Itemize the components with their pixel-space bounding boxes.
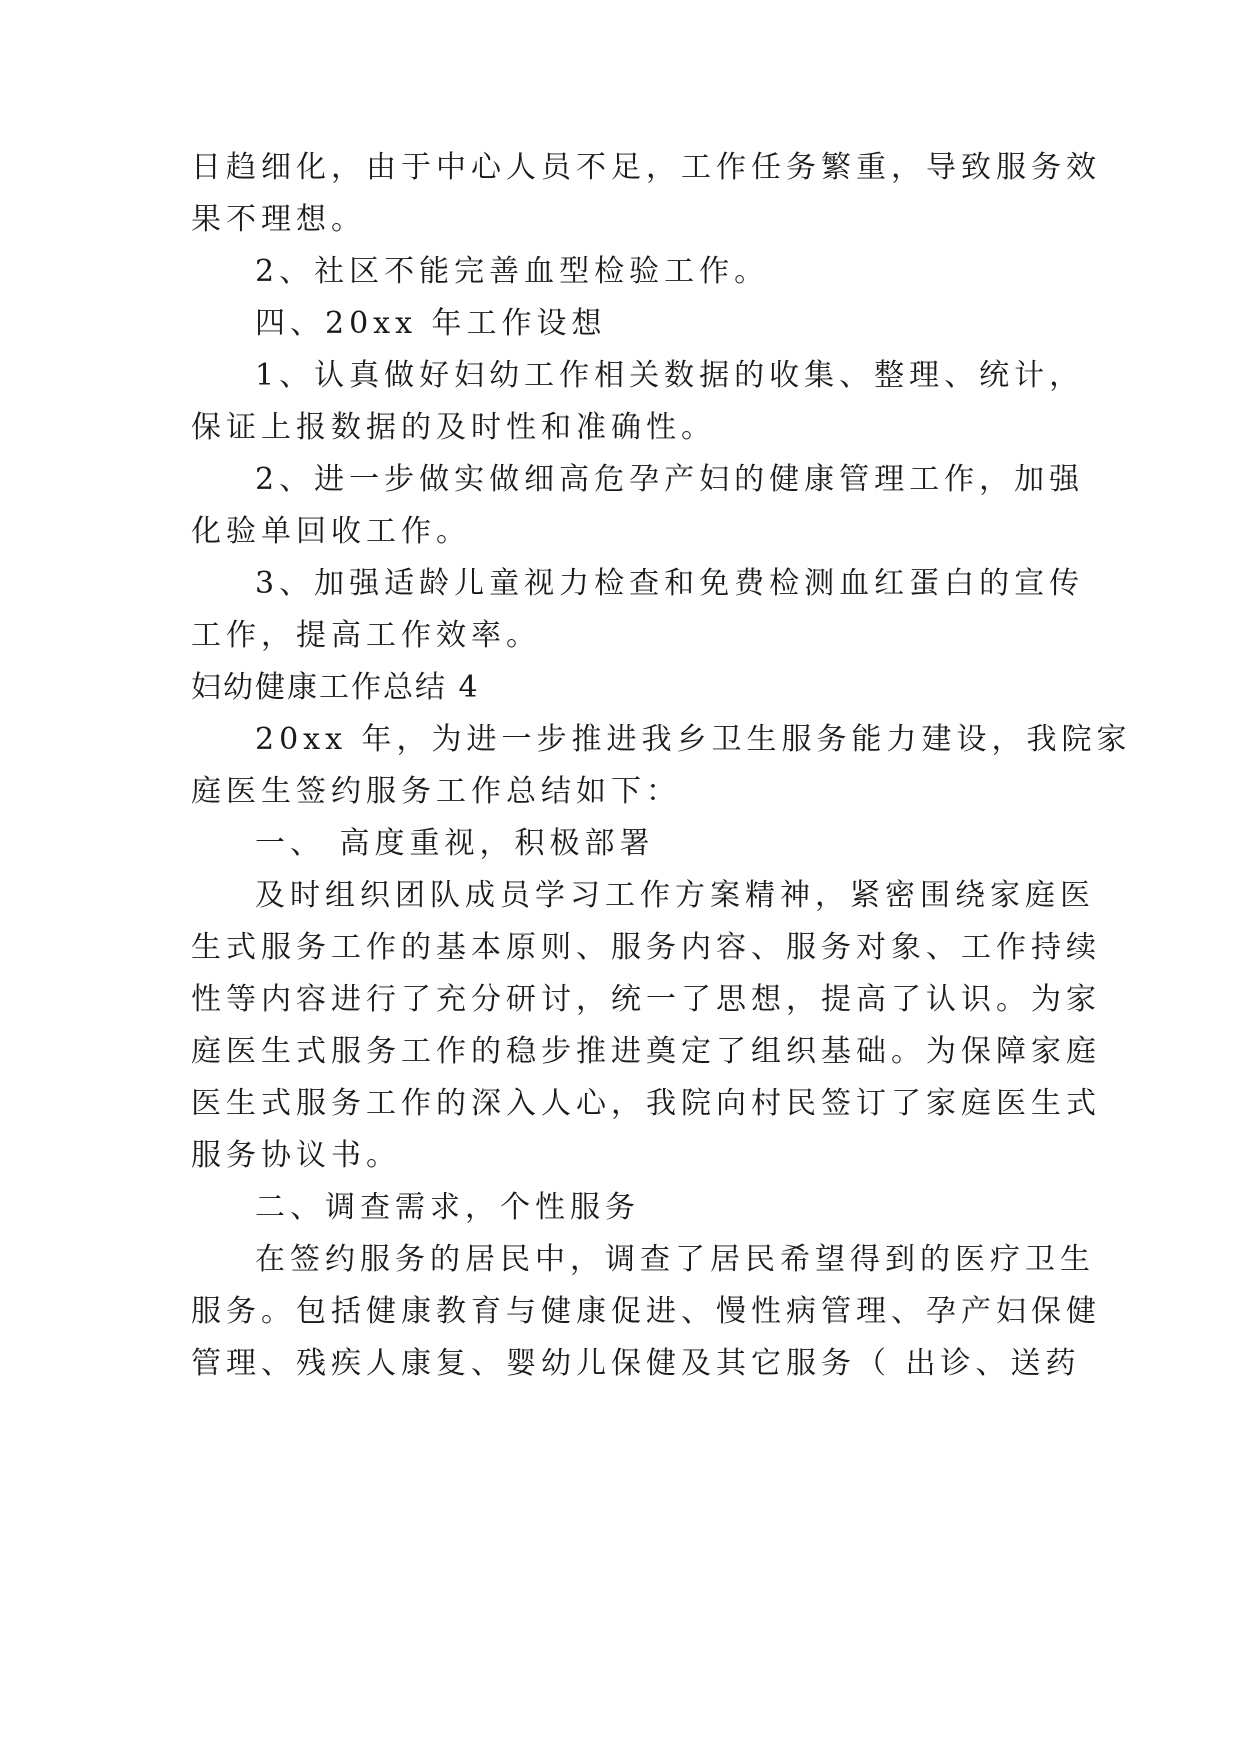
- paragraph-line: 化验单回收工作。: [191, 514, 471, 549]
- document-title: 妇幼健康工作总结 4: [191, 670, 480, 705]
- list-item: 3、加强适龄儿童视力检查和免费检测血红蛋白的宣传: [255, 566, 1085, 601]
- section-heading: 一、 高度重视，积极部署: [255, 826, 655, 861]
- list-item: 2、社区不能完善血型检验工作。: [255, 254, 770, 289]
- paragraph-line: 及时组织团队成员学习工作方案精神，紧密围绕家庭医: [255, 878, 1095, 913]
- paragraph-line: 医生式服务工作的深入人心，我院向村民签订了家庭医生式: [191, 1086, 1101, 1121]
- paragraph-line: 庭医生式服务工作的稳步推进奠定了组织基础。为保障家庭: [191, 1034, 1101, 1069]
- paragraph-line: 庭医生签约服务工作总结如下：: [191, 774, 681, 809]
- paragraph-line: 果不理想。: [191, 202, 366, 237]
- paragraph-line: 管理、残疾人康复、婴幼儿保健及其它服务（ 出诊、送药: [191, 1346, 1081, 1381]
- paragraph-line: 日趋细化，由于中心人员不足，工作任务繁重，导致服务效: [191, 150, 1101, 185]
- paragraph-line: 20xx 年，为进一步推进我乡卫生服务能力建设，我院家: [255, 722, 1132, 757]
- list-item: 1、认真做好妇幼工作相关数据的收集、整理、统计，: [255, 358, 1085, 393]
- paragraph-line: 工作，提高工作效率。: [191, 618, 541, 653]
- paragraph-line: 在签约服务的居民中，调查了居民希望得到的医疗卫生: [255, 1242, 1095, 1277]
- list-item: 2、进一步做实做细高危孕产妇的健康管理工作，加强: [255, 462, 1085, 497]
- paragraph-line: 性等内容进行了充分研讨，统一了思想，提高了认识。为家: [191, 982, 1101, 1017]
- paragraph-line: 保证上报数据的及时性和准确性。: [191, 410, 716, 445]
- paragraph-line: 生式服务工作的基本原则、服务内容、服务对象、工作持续: [191, 930, 1101, 965]
- section-heading: 二、调查需求，个性服务: [255, 1190, 640, 1225]
- paragraph-line: 服务协议书。: [191, 1138, 401, 1173]
- paragraph-line: 服务。包括健康教育与健康促进、慢性病管理、孕产妇保健: [191, 1294, 1101, 1329]
- section-heading: 四、20xx 年工作设想: [255, 306, 607, 341]
